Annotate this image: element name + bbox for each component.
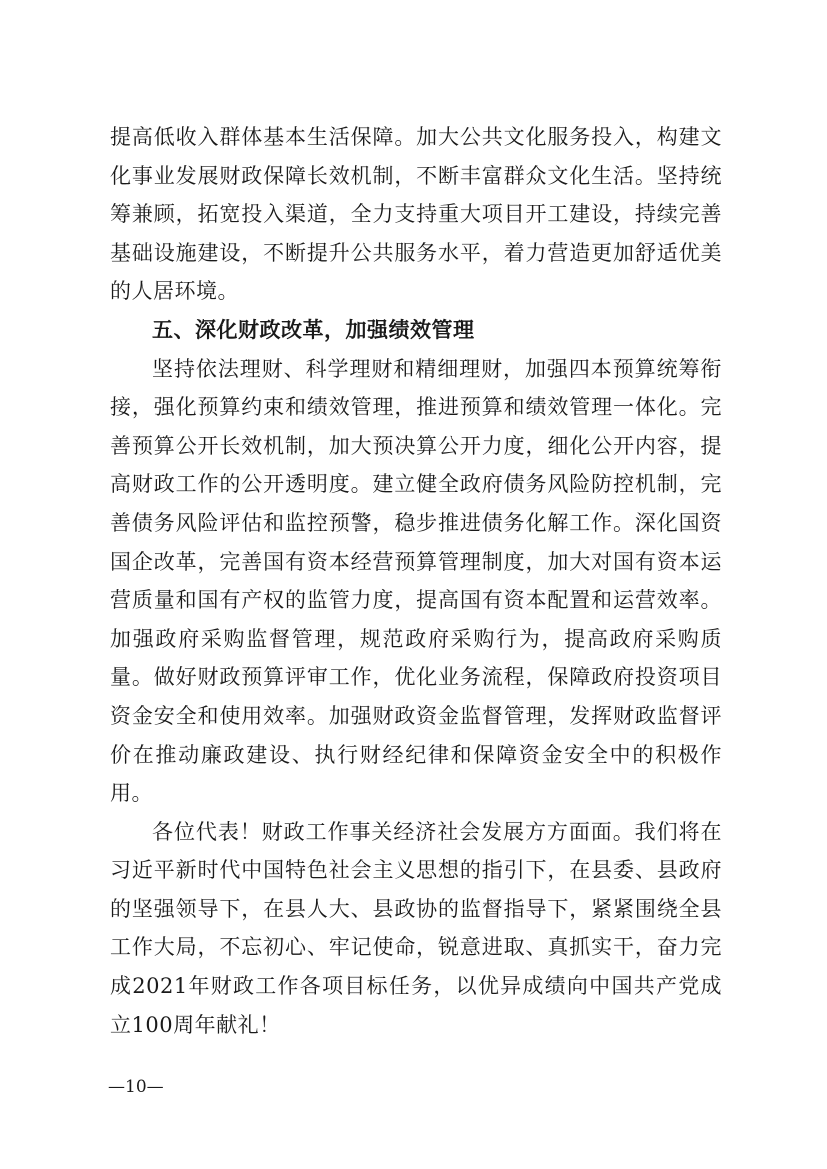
- document-body: [110, 118, 722, 1044]
- page-number: —10—: [108, 1077, 164, 1097]
- section-heading: 五、深化财政改革，加强绩效管理: [152, 317, 475, 342]
- paragraph-reform: 坚持依法理财、科学理财和精细理财，加强四本预算统筹衔接，强化预算约束和绩效管理，推进预算和绩效管理一体化。完善预算公开长效机制，加大预决算公开力度，细化公开内容，提高财政工作的公开透明度。建立健全政府债务风险防控机制，完善债务风险评估和监控预警，稳步推进债务化解工作。深化国资国企改革，完善国有资本经营预算管理制度，加大对国有资本运营质量和国有产权的监管力度，提高国有资本配置和运营效率。加强政府采购监督管理，规范政府采购行为，提高政府采购质量。做好财政预算评审工作，优化业务流程，保障政府投资项目资金安全和使用效率。加强财政资金监督管理，发挥财政监督评价在推动廉政建设、执行财经纪律和保障资金安全中的积极作用。: [110, 356, 722, 806]
- paragraph-continued: 提高低收入群体基本生活保障。加大公共文化服务投入，构建文化事业发展财政保障长效机制，不断丰富群众文化生活。坚持统筹兼顾，拓宽投入渠道，全力支持重大项目开工建设，持续完善基础设施建设，不断提升公共服务水平，着力营造更加舒适优美的人居环境。: [110, 125, 722, 304]
- paragraph-closing: 各位代表！财政工作事关经济社会发展方方面面。我们将在习近平新时代中国特色社会主义思想的指引下，在县委、县政府的坚强领导下，在县人大、县政协的监督指导下，紧紧围绕全县工作大局，不忘初心、牢记使命，锐意进取、真抓实干，奋力完成2021年财政工作各项目标任务，以优异成绩向中国共产党成立100周年献礼！: [110, 819, 722, 1037]
